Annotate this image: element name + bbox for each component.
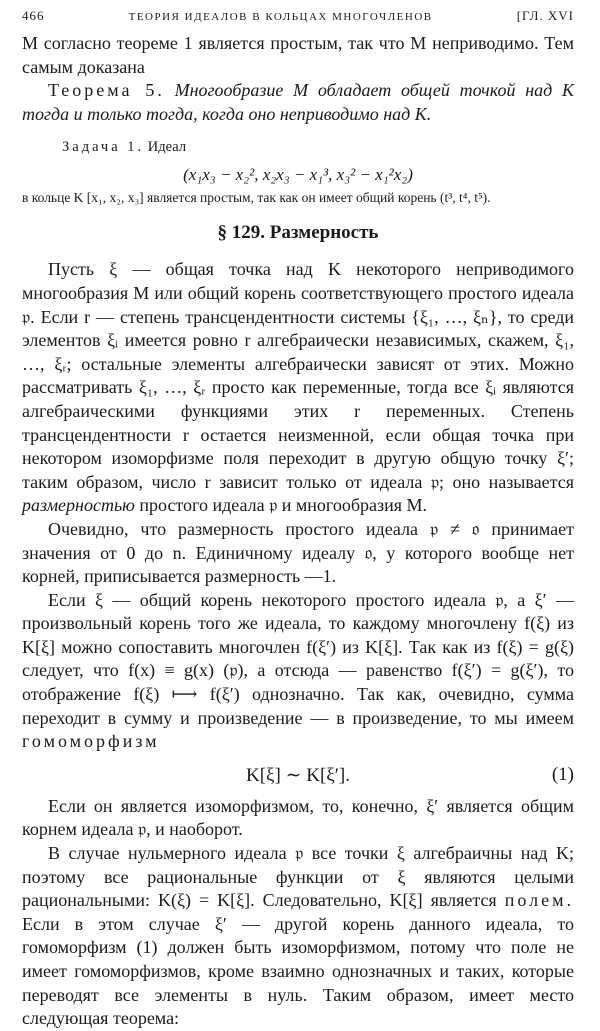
section-title: § 129. Размерность	[217, 222, 379, 244]
paragraph-1-text: Пусть ξ — общая точка над K некоторого неприводимого многообразия M или общий корень соответствующего простого идеала 𝔭. Если r — степень трансцендентности системы {ξ₁, …, ξₙ}, то среди элементов ξᵢ имеется ровно r алгебраически независимых, скажем, ξ₁, …, ξᵣ; остальные элементы алгебраически зависят от этих. Можно рассматривать ξ₁, …, ξᵣ просто как переменные, тогда все ξᵢ являются алгебраическими функциями этих r переменных. Степень трансцендентности r остается неизменной, если общая точка при некотором изоморфизме поля переходит в другую общую точку ξ′; таким образом, число r зависит только от идеала 𝔭; оно называется	[22, 259, 574, 492]
paragraph-3	[22, 589, 574, 754]
dimension-term: размерностью	[22, 495, 135, 516]
running-title: ТЕОРИЯ ИДЕАЛОВ В КОЛЬЦАХ МНОГОЧЛЕНОВ	[128, 11, 433, 23]
paragraph-1	[22, 258, 574, 518]
equation-number: (1)	[551, 763, 574, 785]
paragraph-3-text: Если ξ — общий корень некоторого простого идеала 𝔭, а ξ′ — произвольный корень того же идеала, то каждому многочлену f(ξ) из K[ξ] можно сопоставить многочлен f(ξ′) из K[ξ]. Так как из f(ξ) = g(ξ) следует, что f(x) ≡ g(x) (𝔭), а отсюда — равенство f(ξ′) = g(ξ′), то отображение f(ξ) ⟼ f(ξ′) однозначно. Так как, очевидно, сумма переходит в сумму и произведение — в произведение, то мы имеем	[22, 589, 574, 728]
homomorphism-term: гомоморфизм	[22, 731, 160, 752]
paragraph-2: Очевидно, что размерность простого идеала 𝔭 ≠ 𝔬 принимает значения от 0 до n. Единичному идеалу 𝔬, у которого вообще нет корней, приписывается размерность —1.	[22, 518, 574, 587]
paragraph-5-text: В случае нульмерного идеала 𝔭 все точки ξ алгебраичны над K; поэтому все рациональные функции от ξ являются целыми рациональными: K(ξ) = K[ξ]. Следовательно, K[ξ] является	[22, 843, 574, 911]
dimension-tail: простого идеала 𝔭 и многообразия M.	[139, 495, 428, 516]
display-equation	[22, 764, 574, 787]
task-1-after: в кольце K [x₁, x₂, x₃] является простым, так как он имеет общий корень (t³, t⁴, t⁵).	[22, 190, 491, 206]
page-header	[22, 8, 574, 32]
intro-paragraph: M согласно теореме 1 является простым, так что M неприводимо. Тем самым доказана	[22, 33, 574, 77]
page-number: 466	[22, 8, 45, 23]
paragraph-5	[22, 842, 574, 1031]
field-term: полем.	[504, 890, 574, 911]
paragraph-4: Если он является изоморфизмом, то, конечно, ξ′ является общим корнем идеала 𝔭, и наоборот.	[22, 795, 574, 840]
task-1-formula: (x₁x₃ − x₂², x₂x₃ − x₁³, x₃² − x₁²x₂)	[183, 165, 413, 185]
chapter-label: [ГЛ. XVI	[516, 8, 574, 23]
theorem-5	[22, 79, 574, 126]
task-1-label: Задача 1.	[62, 139, 145, 156]
paragraph-5-tail: Если в этом случае ξ′ — другой корень данного идеала, то гомоморфизм (1) должен быть изоморфизмом, потому что поле не имеет гомоморфизмов, кроме взаимно однозначных и таких, которые переводят все элементы в нуль. Таким образом, имеет место следующая теорема:	[22, 913, 574, 1029]
task-1	[22, 138, 574, 157]
task-1-text: Идеал	[147, 139, 187, 156]
theorem-5-label: Теорема 5.	[48, 80, 165, 101]
display-formula: K[ξ] ∼ K[ξ′].	[245, 764, 351, 786]
theorem-5-text: Многообразие M обладает общей точкой над K тогда и только тогда, когда оно неприводимо над K.	[22, 80, 575, 124]
